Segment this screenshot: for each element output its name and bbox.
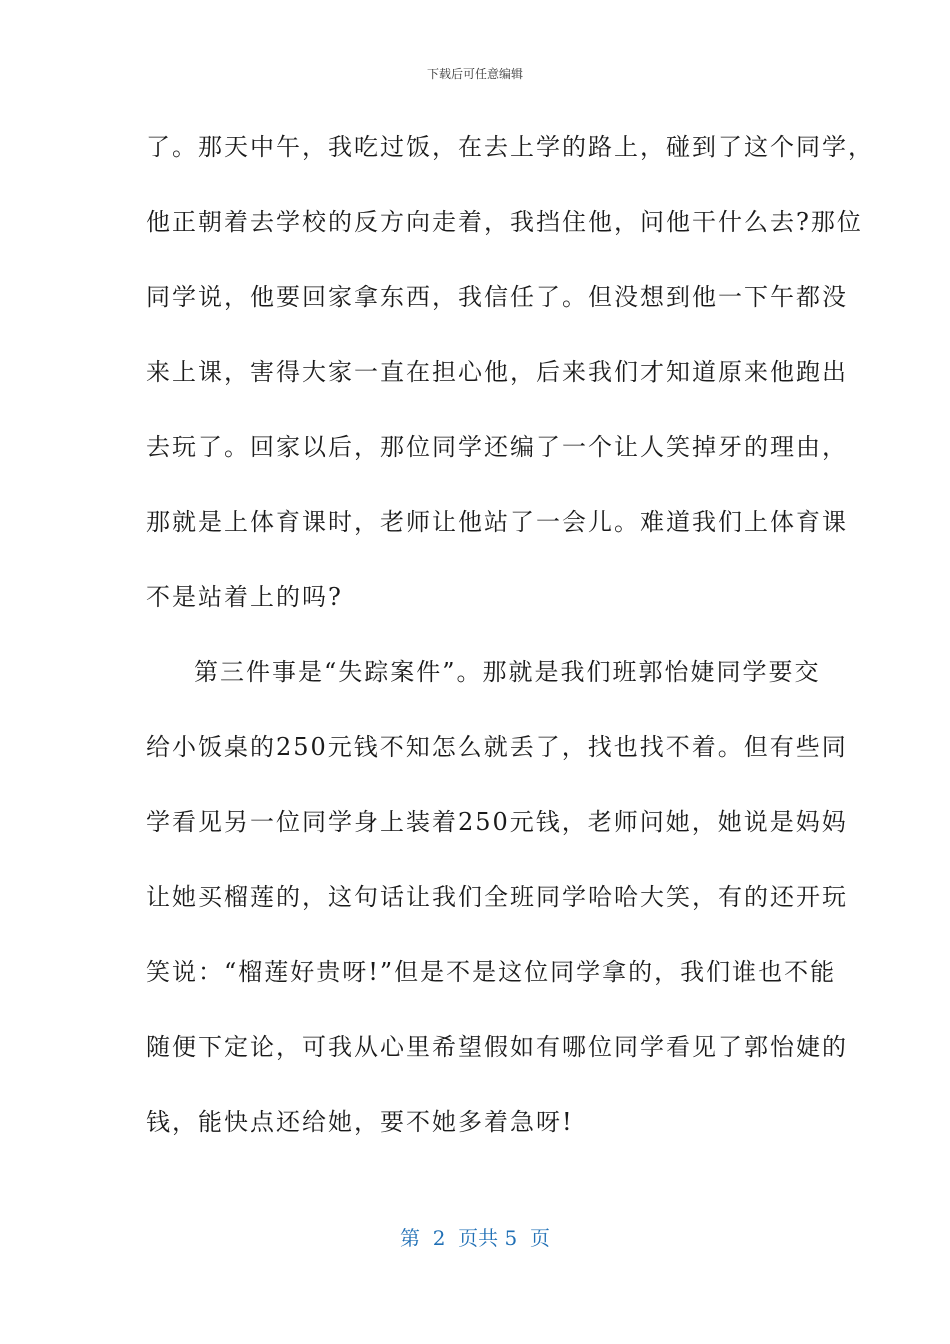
text-line: 他正朝着去学校的反方向走着，我挡住他，问他干什么去?那位	[146, 208, 863, 236]
text-line: 了。那天中午，我吃过饭，在去上学的路上，碰到了这个同学，	[146, 133, 874, 161]
text-line: 随便下定论，可我从心里希望假如有哪位同学看见了郭怡婕的	[146, 1033, 848, 1061]
text-line: 笑说：“榴莲好贵呀!”但是不是这位同学拿的，我们谁也不能	[146, 958, 837, 986]
text-line: 给小饭桌的250元钱不知怎么就丢了，找也找不着。但有些同	[146, 733, 848, 761]
paragraph-start-line: 第三件事是“失踪案件”。那就是我们班郭怡婕同学要交	[194, 658, 821, 686]
text-line: 去玩了。回家以后，那位同学还编了一个让人笑掉牙的理由，	[146, 433, 848, 461]
text-line: 钱，能快点还给她，要不她多着急呀!	[146, 1108, 574, 1136]
page-header: 下载后可任意编辑	[426, 67, 523, 81]
text-line: 不是站着上的吗?	[146, 583, 343, 611]
text-line: 来上课，害得大家一直在担心他，后来我们才知道原来他跑出	[146, 358, 848, 386]
document-body	[146, 120, 874, 1170]
text-line: 同学说，他要回家拿东西，我信任了。但没想到他一下午都没	[146, 283, 848, 311]
text-line: 让她买榴莲的，这句话让我们全班同学哈哈大笑，有的还开玩	[146, 883, 848, 911]
text-line: 学看见另一位同学身上装着250元钱，老师问她，她说是妈妈	[146, 808, 848, 836]
page-number-footer: 第 2 页共 5 页	[400, 1226, 550, 1250]
text-line: 那就是上体育课时，老师让他站了一会儿。难道我们上体育课	[146, 508, 848, 536]
